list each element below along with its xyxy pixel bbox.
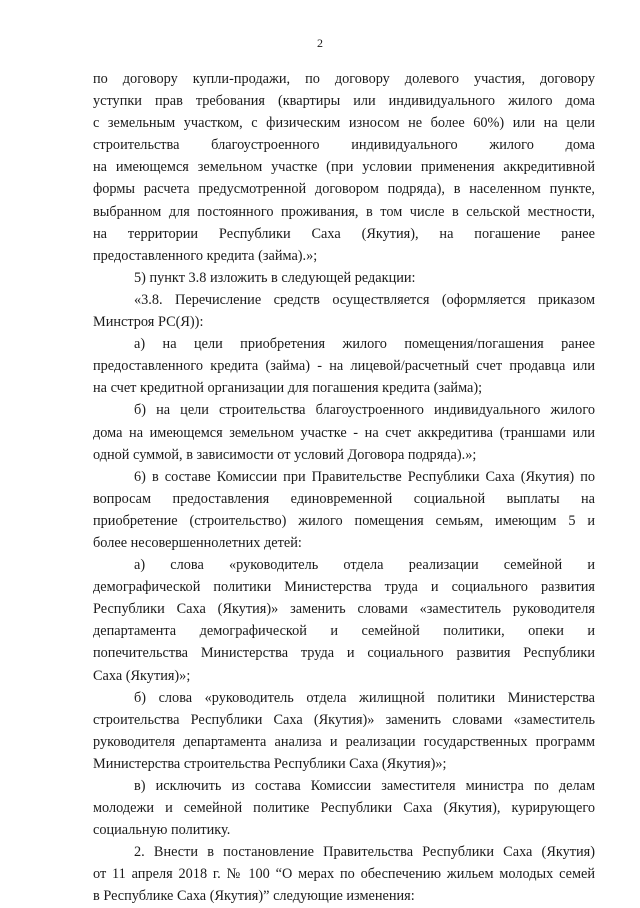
text-line: в Республике Саха (Якутия)” следующие изменения: <box>93 888 415 905</box>
text-line: попечительства Министерства труда и социального развития Республики <box>93 645 595 662</box>
text-line: а) слова «руководитель отдела реализации семейной и <box>134 557 595 574</box>
text-line: на имеющемся земельном участке (при условии применения аккредитивной <box>93 159 595 176</box>
text-line: уступки прав требования (квартиры или индивидуального жилого дома <box>93 93 595 110</box>
text-line: 2. Внести в постановление Правительства Республики Саха (Якутия) <box>134 844 595 861</box>
text-line: Саха (Якутия)»; <box>93 667 191 684</box>
text-line: выбранном для постоянного проживания, в том числе в сельской местности, <box>93 203 595 220</box>
text-line: от 11 апреля 2018 г. № 100 “О мерах по обеспечению жильем молодых семей <box>93 866 595 883</box>
text-line: приобретение (строительство) жилого помещения семьям, имеющим 5 и <box>93 512 595 529</box>
text-line: б) на цели строительства благоустроенного индивидуального жилого <box>134 402 595 419</box>
text-line: с земельным участком, с физическим износом не более 60%) или на цели <box>93 115 595 132</box>
text-line: «3.8. Перечисление средств осуществляется (оформляется приказом <box>134 291 595 308</box>
text-line: департамента демографической и семейной политики, опеки и <box>93 623 595 640</box>
text-line: на территории Республики Саха (Якутия), на погашение ранее <box>93 225 595 242</box>
text-line: Минстроя РС(Я)): <box>93 314 204 331</box>
text-line: строительства Республики Саха (Якутия)» заменить словами «заместитель <box>93 711 595 728</box>
text-line: по договору купли-продажи, по договору долевого участия, договору <box>93 71 595 87</box>
text-line: а) на цели приобретения жилого помещения/погашения ранее <box>134 336 595 353</box>
text-line: одной суммой, в зависимости от условий Договора подряда).»; <box>93 446 477 463</box>
text-line: предоставленного кредита (займа) - на лицевой/расчетный счет продавца или <box>93 358 595 375</box>
text-line: более несовершеннолетних детей: <box>93 534 302 551</box>
text-line: в) исключить из состава Комиссии заместителя министра по делам <box>134 778 595 794</box>
document-body <box>93 68 595 908</box>
text-line: на счет кредитной организации для погашения кредита (займа); <box>93 380 483 397</box>
text-line: руководителя департамента анализа и реализации государственных программ <box>93 733 595 750</box>
text-line: Министерства строительства Республики Саха (Якутия)»; <box>93 755 447 772</box>
text-line: 5) пункт 3.8 изложить в следующей редакции: <box>134 269 416 286</box>
text-line: дома на имеющемся земельном участке - на счет аккредитива (траншами или <box>93 424 595 441</box>
text-line: вопросам предоставления единовременной социальной выплаты на <box>93 490 595 507</box>
text-line: Республики Саха (Якутия)» заменить словами «заместитель руководителя <box>93 601 595 618</box>
text-line: б) слова «руководитель отдела жилищной политики Министерства <box>134 689 595 706</box>
text-line: строительства благоустроенного индивидуального жилого дома <box>93 137 595 154</box>
text-line: демографической политики Министерства труда и социального развития <box>93 579 595 596</box>
text-line: формы расчета предусмотренной договором подряда), в населенном пункте, <box>93 181 595 198</box>
text-line: 6) в составе Комиссии при Правительстве Республики Саха (Якутия) по <box>134 468 595 485</box>
text-line: молодежи и семейной политике Республики Саха (Якутия), курирующего <box>93 800 595 817</box>
text-line: предоставленного кредита (займа).»; <box>93 247 318 264</box>
text-line: социальную политику. <box>93 822 231 839</box>
page-number: 2 <box>317 36 323 50</box>
